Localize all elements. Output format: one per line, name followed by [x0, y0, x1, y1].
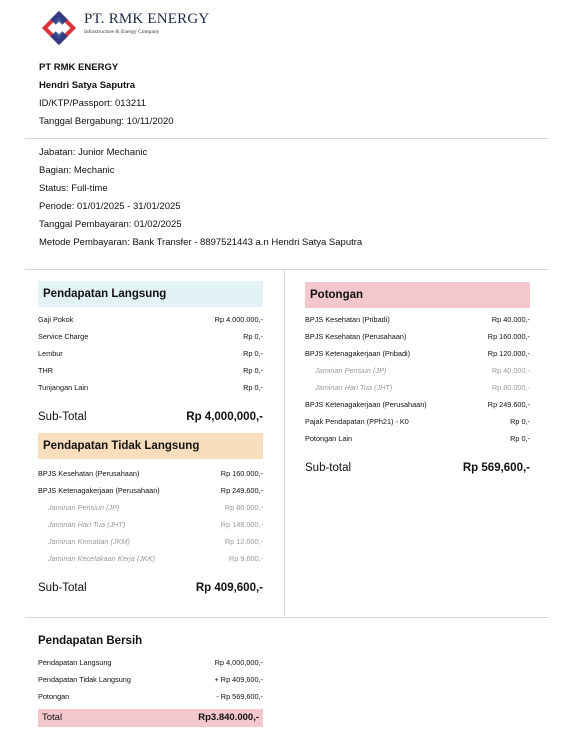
employee-info — [39, 59, 174, 131]
list-item: Service Charge Rp 0,- — [38, 332, 263, 341]
list-item: Jaminan Hari Tua (JHT) Rp 80.000,- — [315, 383, 530, 392]
list-item: Jaminan Kematian (JKM) Rp 12.000,- — [48, 537, 263, 546]
brand-tagline: Infrastructure & Energy Company — [84, 29, 160, 35]
list-item: Gaji Pokok Rp 4.000.000,- — [38, 315, 263, 324]
deductions-header: Potongan — [305, 282, 530, 308]
indirect-income-list — [38, 465, 263, 567]
indirect-income-header: Pendapatan Tidak Langsung — [38, 433, 263, 459]
list-item: Jaminan Pensiun (JP) Rp 80.000,- — [48, 503, 263, 512]
pay-period: Periode: 01/01/2025 - 31/01/2025 — [39, 201, 181, 212]
join-date: Tanggal Bergabung: 10/11/2020 — [39, 116, 174, 127]
net-total-row — [38, 709, 263, 727]
net-income-title: Pendapatan Bersih — [38, 635, 143, 647]
list-item: Pendapatan Langsung Rp 4,000,000,- — [38, 658, 263, 667]
list-item: THR Rp 0,- — [38, 366, 263, 375]
payment-method: Metode Pembayaran: Bank Transfer - 8897521443 a.n Hendri Satya Saputra — [39, 237, 363, 248]
company-name: PT RMK ENERGY — [39, 62, 119, 73]
list-item: Pajak Pendapatan (PPh21) - K0 Rp 0,- — [305, 417, 530, 426]
job-department: Bagian: Mechanic — [39, 165, 115, 176]
pay-date: Tanggal Pembayaran: 01/02/2025 — [39, 219, 182, 230]
divider-info — [25, 138, 549, 139]
direct-income-list — [38, 311, 263, 396]
total-label: Total — [42, 712, 63, 723]
net-income-list — [38, 654, 263, 705]
list-item: BPJS Kesehatan (Perusahaan) Rp 160.000,- — [305, 332, 530, 341]
list-item: BPJS Ketenagakerjaan (Perusahaan) Rp 249.600,- — [38, 486, 263, 495]
list-item: Potongan Lain Rp 0,- — [305, 434, 530, 443]
brand-block — [84, 11, 209, 35]
divider-main — [25, 269, 549, 270]
list-item: Lembur Rp 0,- — [38, 349, 263, 358]
job-info — [39, 144, 362, 252]
list-item: Pendapatan Tidak Langsung + Rp 409,600,- — [38, 675, 263, 684]
list-item: BPJS Ketenagakerjaan (Perusahaan) Rp 249.600,- — [305, 400, 530, 409]
divider-net — [25, 617, 549, 618]
company-logo-icon — [40, 9, 78, 47]
column-divider — [284, 270, 285, 616]
brand-name: PT. RMK ENERGY — [84, 11, 210, 27]
employee-name: Hendri Satya Saputra — [39, 80, 136, 91]
list-item: Potongan - Rp 569,600,- — [38, 692, 263, 701]
list-item: Jaminan Pensiun (JP) Rp 40.000,- — [315, 366, 530, 375]
job-position: Jabatan: Junior Mechanic — [39, 147, 148, 158]
list-item: BPJS Kesehatan (Pribadi) Rp 40.000,- — [305, 315, 530, 324]
list-item: Jaminan Hari Tua (JHT) Rp 148.000,- — [48, 520, 263, 529]
list-item: Tunjangan Lain Rp 0,- — [38, 383, 263, 392]
payslip-page: PT. RMK ENERGY Infrastructure & Energy Company PT RMK ENERGY Hendri Satya Saputra ID/KTP/Passport: 013211 Tanggal Bergabung: 10/11/2020 Jabatan: Junior Mechanic Bagian: Mechanic Status: Full-time Periode: 01/01/2025 - 31/01/2025 Tanggal Pembayaran: 01/02/2025 Metode Pembayaran: Bank Transfer - 8897521443 a.n Hendri Satya Saputra Pendapatan Langsung Gaji Pokok Rp 4.000.000,- Service Charge Rp 0,- Lembur Rp 0,- THR Rp 0,- Tunjangan Lain Rp 0,- Sub-Total Rp 4,000,000,- Pendapatan Tidak Langsung BPJS Kesehatan (Perusahaan) Rp 160.000,- BPJS Ketenagakerjaan (Perusahaan) Rp 249.600,- Jaminan Pensiun (JP) Rp 80.000,- Jaminan Hari Tua (JHT) Rp 148.000,- Jaminan Kematian (JKM) Rp 12.000,- Jaminan Kecelakaan Kerja (JKK) Rp 9.600,- Sub-Total Rp 409,600,- Potongan BPJS Kesehatan (Pribadi) Rp 40.000,- BPJS Kesehatan (Perusahaan) Rp 160.000,- BPJS Ketenagakerjaan (Pribadi) Rp 120.000,- Jaminan Pensiun (JP) Rp 40.000,- Jaminan Hari Tua (JHT) Rp 80.000,- BPJS Ketenagakerjaan (Perusahaan) Rp 249.600,- Pajak Pendapatan (PPh21) - K0 Rp 0,- Potongan Lain Rp 0,- Sub-total Rp 569,600,- Pendapatan Bersih Pendapatan Langsung Rp 4,000,000,- Pendapatan Tidak Langsung + Rp 409,600,- Potongan - Rp 569,600,- Total Rp3.840.000,- — [0, 0, 569, 747]
direct-income-header: Pendapatan Langsung — [38, 281, 263, 307]
list-item: BPJS Kesehatan (Perusahaan) Rp 160.000,- — [38, 469, 263, 478]
list-item: Jaminan Kecelakaan Kerja (JKK) Rp 9.600,- — [48, 554, 263, 563]
job-status: Status: Full-time — [39, 183, 108, 194]
deductions-list — [305, 311, 530, 447]
list-item: BPJS Ketenagakerjaan (Pribadi) Rp 120.000,- — [305, 349, 530, 358]
employee-id: ID/KTP/Passport: 013211 — [39, 98, 147, 109]
total-value: Rp3.840.000,- — [198, 712, 259, 723]
